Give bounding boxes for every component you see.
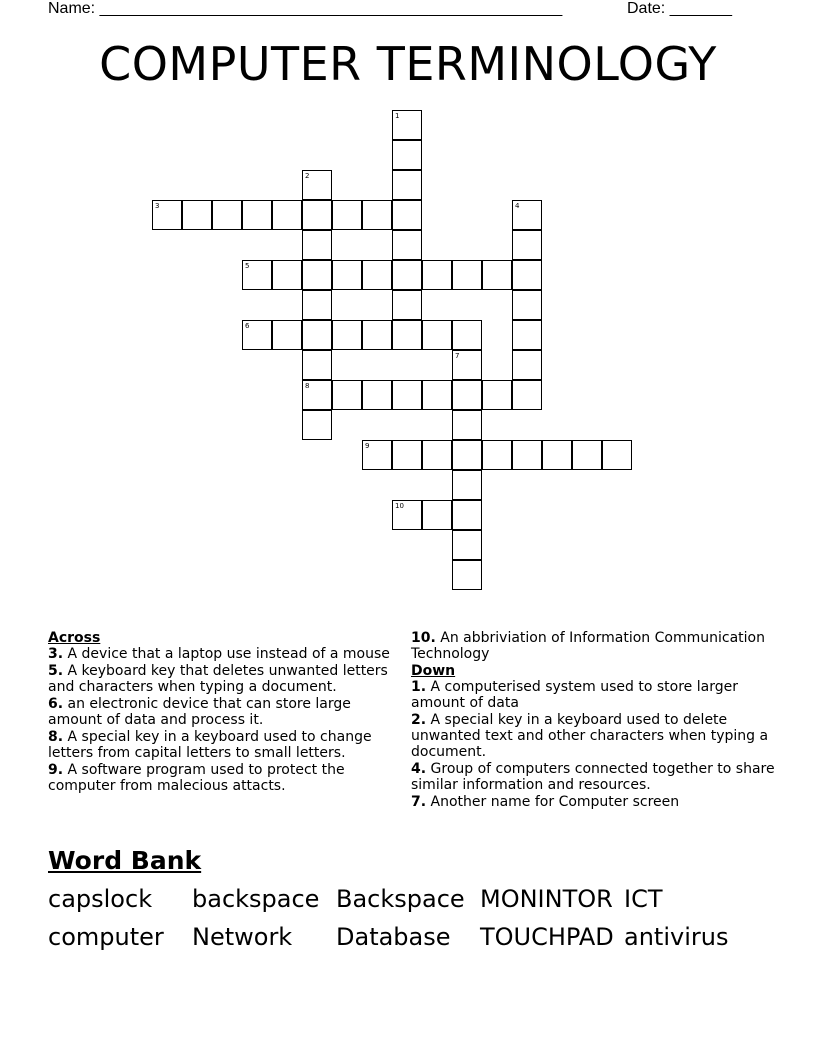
clue-text: an electronic device that can store large amount of data and process it. [48, 696, 351, 728]
crossword-cell[interactable] [392, 230, 422, 260]
across-clue-6 [48, 696, 408, 728]
name-field-label: Name: ____________________________________________________ [48, 0, 563, 17]
crossword-cell[interactable] [572, 440, 602, 470]
clue-number: 3. [48, 646, 64, 662]
crossword-cell[interactable] [242, 200, 272, 230]
crossword-cell[interactable] [332, 200, 362, 230]
crossword-cell[interactable] [392, 500, 422, 530]
clues-column-right [411, 630, 781, 811]
clue-number-label: 6 [245, 322, 250, 330]
crossword-cell[interactable] [512, 320, 542, 350]
clues-column-left [48, 630, 408, 795]
crossword-cell[interactable] [482, 380, 512, 410]
crossword-cell[interactable] [422, 380, 452, 410]
crossword-cell[interactable] [392, 260, 422, 290]
word-bank-word: Network [192, 923, 293, 951]
crossword-cell[interactable] [392, 140, 422, 170]
clue-text: A special key in a keyboard used to change letters from capital letters to small letters. [48, 729, 372, 761]
crossword-cell[interactable] [452, 350, 482, 380]
date-field-label: Date: _______ [627, 0, 732, 17]
crossword-cell[interactable] [152, 200, 182, 230]
down-clue-2 [411, 712, 781, 760]
crossword-cell[interactable] [362, 200, 392, 230]
crossword-cell[interactable] [452, 260, 482, 290]
clue-text: An abbriviation of Information Communication Technology [411, 630, 765, 662]
crossword-cell[interactable] [182, 200, 212, 230]
across-clue-3 [48, 646, 408, 662]
clue-number: 8. [48, 729, 64, 745]
across-clue-10 [411, 630, 781, 662]
clue-text: A device that a laptop use instead of a mouse [67, 646, 390, 662]
word-bank-word: antivirus [624, 923, 729, 951]
word-bank-word: backspace [192, 885, 320, 913]
word-bank-word: Database [336, 923, 451, 951]
crossword-cell[interactable] [512, 200, 542, 230]
crossword-cell[interactable] [242, 260, 272, 290]
crossword-cell[interactable] [362, 320, 392, 350]
crossword-cell[interactable] [272, 260, 302, 290]
crossword-cell[interactable] [452, 320, 482, 350]
clue-number: 2. [411, 712, 427, 728]
clue-number-label: 8 [305, 382, 310, 390]
crossword-cell[interactable] [422, 500, 452, 530]
word-bank-title: Word Bank [48, 846, 202, 875]
crossword-cell[interactable] [332, 320, 362, 350]
clue-number-label: 9 [365, 442, 370, 450]
word-bank-word: computer [48, 923, 164, 951]
crossword-cell[interactable] [392, 110, 422, 140]
crossword-cell[interactable] [302, 320, 332, 350]
crossword-cell[interactable] [452, 380, 482, 410]
word-bank-word: capslock [48, 885, 153, 913]
crossword-cell[interactable] [452, 440, 482, 470]
down-clue-4 [411, 761, 781, 793]
crossword-cell[interactable] [452, 410, 482, 440]
clue-text: A special key in a keyboard used to delete unwanted text and other characters when typing a document. [411, 712, 769, 760]
word-bank-word: TOUCHPAD [480, 923, 614, 951]
crossword-cell[interactable] [362, 260, 392, 290]
crossword-cell[interactable] [392, 200, 422, 230]
clue-number: 6. [48, 696, 64, 712]
crossword-cell[interactable] [272, 320, 302, 350]
clue-number: 7. [411, 794, 427, 810]
across-clue-5 [48, 663, 408, 695]
crossword-cell[interactable] [452, 530, 482, 560]
clue-text: A software program used to protect the computer from malecious attacts. [48, 762, 345, 794]
crossword-cell[interactable] [512, 380, 542, 410]
crossword-cell[interactable] [512, 350, 542, 380]
crossword-cell[interactable] [302, 260, 332, 290]
clue-number-label: 1 [395, 112, 400, 120]
crossword-cell[interactable] [302, 230, 332, 260]
crossword-cell[interactable] [392, 290, 422, 320]
crossword-cell[interactable] [302, 410, 332, 440]
crossword-cell[interactable] [602, 440, 632, 470]
crossword-cell[interactable] [212, 200, 242, 230]
crossword-cell[interactable] [302, 170, 332, 200]
clue-text: A computerised system used to store larger amount of data [411, 679, 738, 711]
down-heading: Down [411, 663, 456, 679]
clue-number-label: 10 [395, 502, 404, 510]
crossword-cell[interactable] [422, 440, 452, 470]
crossword-cell[interactable] [332, 380, 362, 410]
crossword-cell[interactable] [362, 380, 392, 410]
crossword-cell[interactable] [392, 320, 422, 350]
across-heading: Across [48, 630, 101, 646]
crossword-cell[interactable] [512, 230, 542, 260]
crossword-cell[interactable] [422, 320, 452, 350]
word-bank-word: MONINTOR [480, 885, 613, 913]
down-clue-7 [411, 794, 781, 810]
crossword-cell[interactable] [332, 260, 362, 290]
crossword-cell[interactable] [392, 440, 422, 470]
page-title: COMPUTER TERMINOLOGY [99, 37, 717, 91]
crossword-cell[interactable] [362, 440, 392, 470]
clue-number: 5. [48, 663, 64, 679]
clue-number-label: 3 [155, 202, 160, 210]
across-clue-9 [48, 762, 408, 794]
crossword-cell[interactable] [452, 470, 482, 500]
clue-number: 10. [411, 630, 436, 646]
crossword-cell[interactable] [542, 440, 572, 470]
crossword-cell[interactable] [422, 260, 452, 290]
crossword-cell[interactable] [302, 290, 332, 320]
clue-number-label: 4 [515, 202, 520, 210]
crossword-cell[interactable] [392, 380, 422, 410]
clue-number: 4. [411, 761, 427, 777]
crossword-cell[interactable] [302, 200, 332, 230]
crossword-cell[interactable] [512, 260, 542, 290]
clue-text: Group of computers connected together to share similar information and resources. [411, 761, 775, 793]
crossword-cell[interactable] [302, 350, 332, 380]
across-clue-8 [48, 729, 408, 761]
clue-text: A keyboard key that deletes unwanted letters and characters when typing a document. [48, 663, 388, 695]
crossword-cell[interactable] [452, 500, 482, 530]
crossword-cell[interactable] [242, 320, 272, 350]
word-bank-word: ICT [624, 885, 663, 913]
clue-number: 1. [411, 679, 427, 695]
down-clue-1 [411, 679, 781, 711]
crossword-cell[interactable] [392, 170, 422, 200]
clue-number: 9. [48, 762, 64, 778]
clue-number-label: 7 [455, 352, 460, 360]
crossword-cell[interactable] [512, 290, 542, 320]
clue-number-label: 2 [305, 172, 310, 180]
word-bank-word: Backspace [336, 885, 465, 913]
crossword-cell[interactable] [512, 440, 542, 470]
clue-number-label: 5 [245, 262, 250, 270]
crossword-cell[interactable] [482, 260, 512, 290]
crossword-cell[interactable] [482, 440, 512, 470]
crossword-cell[interactable] [302, 380, 332, 410]
crossword-cell[interactable] [452, 560, 482, 590]
crossword-cell[interactable] [272, 200, 302, 230]
clue-text: Another name for Computer screen [430, 794, 680, 810]
